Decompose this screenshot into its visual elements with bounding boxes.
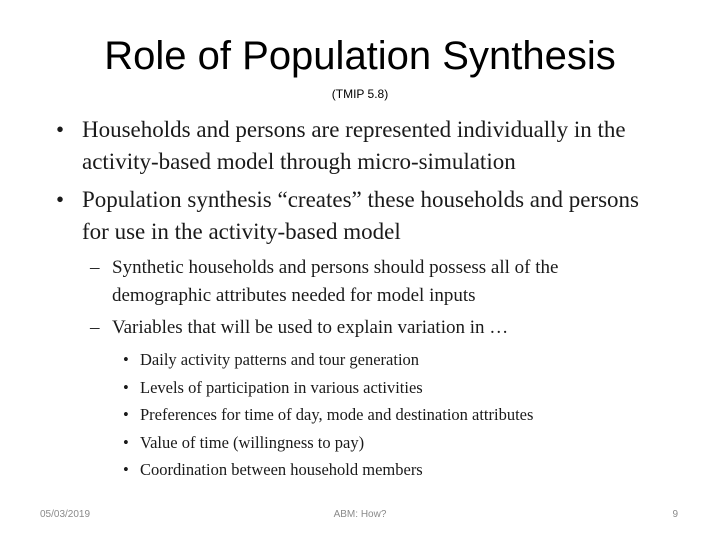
slide-number: 9 [672,509,678,520]
bullet-marker: • [123,460,129,479]
sub-sub-bullet-item [0,401,660,429]
bullet-marker: • [56,187,65,212]
bullet-marker: • [56,117,65,142]
footer-title: ABM: How? [333,509,387,520]
sub-sub-bullet-item [0,429,660,457]
dash-marker: – [90,257,100,278]
dash-marker: – [90,317,100,338]
bullet-marker: • [123,405,129,424]
bullet-item [0,184,662,248]
sub-bullet-text: Variables that will be used to explain variation in … [112,317,509,338]
sub-bullet-text: Synthetic households and persons should possess all of the demographic attributes needed for model inputs [112,257,559,306]
slide-title: Role of Population Synthesis [104,34,616,78]
bullet-marker: • [123,432,129,452]
sub-bullet-item [0,314,652,342]
sub-sub-bullet-text: Preferences for time of day, mode and destination attributes [140,405,534,424]
sub-sub-bullet-text: Value of time (willingness to pay) [140,432,365,452]
slide-subtitle: (TMIP 5.8) [331,87,389,101]
footer-date: 05/03/2019 [40,509,91,520]
sub-sub-bullet-text: Levels of participation in various activities [140,377,423,397]
bullet-list [0,114,720,484]
sub-sub-bullet-item [0,346,660,374]
sub-bullet-item [0,254,652,310]
bullet-text: Population synthesis “creates” these households and persons for use in the activity-based model [82,187,639,244]
bullet-text: Households and persons are represented individually in the activity-based model through micro-simulation [82,117,626,174]
sub-sub-bullet-item [0,374,660,402]
sub-sub-bullet-text: Daily activity patterns and tour generation [140,350,420,369]
bullet-marker: • [123,350,129,369]
sub-sub-bullet-item [0,456,660,484]
bullet-marker: • [123,377,129,397]
bullet-item [0,114,662,178]
sub-sub-bullet-text: Coordination between household members [140,460,423,479]
